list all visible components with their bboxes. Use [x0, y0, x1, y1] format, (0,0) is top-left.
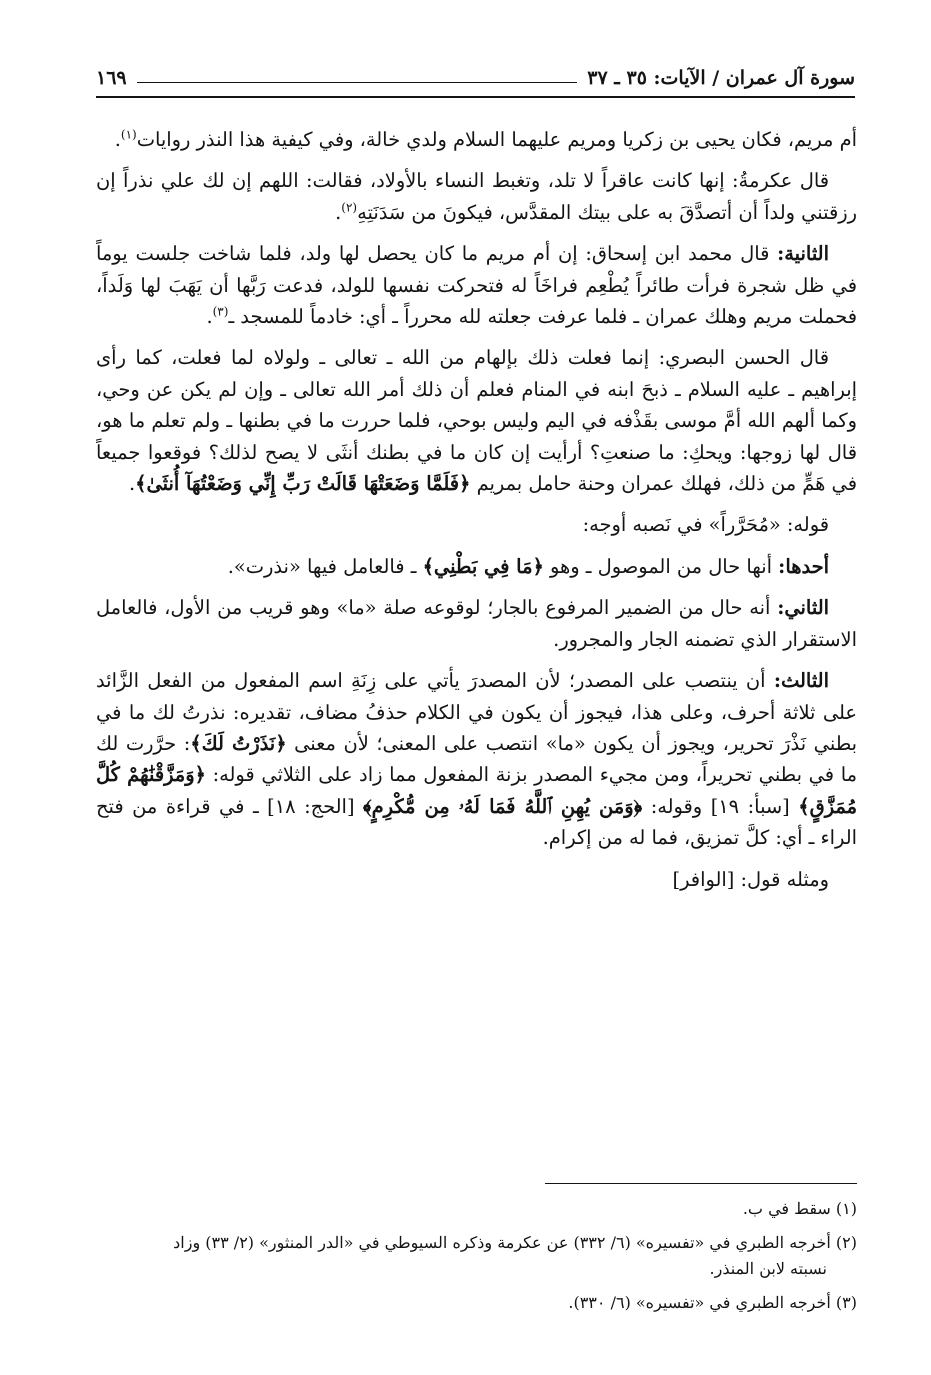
p7-text: أنه حال من الضمير المرفوع بالجار؛ لوقوعه صلة «ما» وهو قريب من الأول، فالعامل الاستقرار الذي تضمنه الجار والمجرور.	[96, 596, 857, 651]
p5-text: قوله: «مُحَرَّراً» في نَصبه أوجه:	[582, 513, 829, 537]
p8-text-c: [سبأ: ١٩] وقوله:	[650, 794, 790, 818]
main-text	[96, 124, 857, 905]
page-number: ١٦٩	[96, 67, 127, 89]
quran-verse: ﴿مَا فِي بَطْنِي﴾	[422, 554, 544, 578]
paragraph-2	[96, 165, 857, 228]
p2-text: قال عكرمةُ: إنها كانت عاقراً لا تلد، وتغبط النساء بالأولاد، فقالت: اللهم إن لك علي نذراً إن رزقتني ولداً أن أتصدَّقَ به على بيتك المقدَّس، فيكونَ من سَدَنَتِهِ	[96, 169, 857, 224]
p6-text-b: ـ فالعامل فيها «نذرت».	[227, 554, 417, 578]
footnotes	[96, 1196, 857, 1324]
p9-text: ومثله قول: [الوافر]	[672, 867, 829, 891]
paragraph-5	[96, 509, 857, 540]
p2-end: .	[335, 200, 342, 224]
footnote-2-continuation: نسبته لابن المنذر.	[709, 1259, 827, 1278]
header-rule	[137, 82, 578, 83]
quran-verse: ﴿نَذَرْتُ لَكَ﴾	[190, 731, 287, 755]
footnote-3: (٣) أخرجه الطبري في «تفسيره» (٦/ ٣٣٠).	[568, 1293, 857, 1312]
paragraph-6	[96, 551, 857, 582]
footnote-ref-3: (٣)	[212, 304, 229, 319]
label-second: الثانية:	[777, 242, 829, 266]
footnote-2	[96, 1230, 857, 1282]
paragraph-8	[96, 665, 857, 853]
paragraph-1	[96, 124, 857, 155]
running-header	[96, 60, 855, 98]
p4-end: .	[128, 472, 136, 496]
p1-text: أم مريم، فكان يحيى بن زكريا ومريم عليهما السلام ولدي خالة، وفي كيفية هذا النذر روايات	[136, 128, 857, 151]
p3-end: .	[206, 305, 213, 329]
footnote-separator	[545, 1183, 857, 1184]
paragraph-9	[96, 864, 857, 895]
paragraph-4	[96, 342, 857, 499]
p4-text: قال الحسن البصري: إنما فعلت ذلك بإلهام من الله ـ تعالى ـ ولولاه لما فعلت، كما رأى إبراهيم ـ عليه السلام ـ ذبحَ ابنه في المنام فعلم أن ذلك أمر الله تعالى ـ وإن لم يكن عن وحي، وكما ألهم الله أمَّ موسى بقَذْفه في اليم وليس بوحي، فلما حررت ما في بطنها ـ ولم تعلم ما هو، قال لها زوجها: ويحكِ: ما صنعتِ؟ أرأيت إن كان ما في بطنك أنثَى لا يصح لذلك؟ فوقعوا جميعاً في هَمٍّ من ذلك، فهلك عمران وحنة حامل بمريم	[96, 346, 857, 496]
p8-text-b: : حرَّرت لك ما في بطني تحريراً، ومن مجيء المصدر بزنة المفعول مما زاد على الثلاثي قوله:	[96, 731, 857, 787]
footnote-ref-2: (٢)	[341, 200, 358, 215]
quran-verse: ﴿وَمَن يُهِنِ ٱللَّهُ فَمَا لَهُۥ مِن مُّكْرِمٍ﴾	[363, 794, 643, 818]
label-first: أحدها:	[778, 554, 829, 578]
footnote-1: (١) سقط في ب.	[742, 1199, 857, 1218]
quran-verse: ﴿وَمَزَّقْنَٰهُمْ كُلَّ مُمَزَّقٍ﴾	[96, 763, 857, 818]
p8-text-d: [الحج: ١٨] ـ في قراءة من فتح الراء ـ أي: كلَّ تمزيق، فما له من إكرام.	[96, 794, 857, 850]
p8-text-a: أن ينتصب على المصدر؛ لأن المصدرَ يأتي على زِنَةِ اسم المفعول من الفعل الزَّائد على ثلاثة أحرف، وعلى هذا، فيجوز أن يكون في الكلام حذفُ مضاف، تقديره: نذرتُ لك ما في بطني نَذْرَ تحرير، ويجوز أن يكون «ما» انتصب على المعنى؛ لأن معنى	[96, 669, 858, 755]
label-third: الثالث:	[773, 669, 829, 693]
p1-end: .	[114, 128, 121, 151]
quran-verse: ﴿فَلَمَّا وَضَعَتْهَا قَالَتْ رَبِّ إِنِّي وَضَعْتُهَآ أُنثَىٰ﴾	[135, 472, 471, 496]
paragraph-7	[96, 592, 857, 655]
p3-text: قال محمد ابن إسحاق: إن أم مريم ما كان يحصل لها ولد، فلما شاخت جلست يوماً في ظل شجرة فرأت طائراً يُطْعِم فراخَاً له فتحركت نفسها للولد، فدعت رَبَّها أن يَهَبَ لها وَلَداً، فحملت مريم وهلك عمران ـ فلما عرفت جعلته لله محرراً ـ أي: خادماً للمسجد ـ	[96, 242, 857, 329]
p6-text-a: أنها حال من الموصول ـ وهو	[550, 554, 772, 578]
footnote-2-text: (٢) أخرجه الطبري في «تفسيره» (٦/ ٣٣٢) عن عكرمة وذكره السيوطي في «الدر المنثور» (٢/ ٣٣) وزاد	[173, 1233, 857, 1252]
footnote-ref-1: (١)	[120, 127, 137, 142]
label-second-opinion: الثاني:	[777, 596, 829, 620]
paragraph-3	[96, 238, 857, 332]
surah-title: سورة آل عمران / الآيات: ٣٥ ـ ٣٧	[587, 67, 855, 89]
